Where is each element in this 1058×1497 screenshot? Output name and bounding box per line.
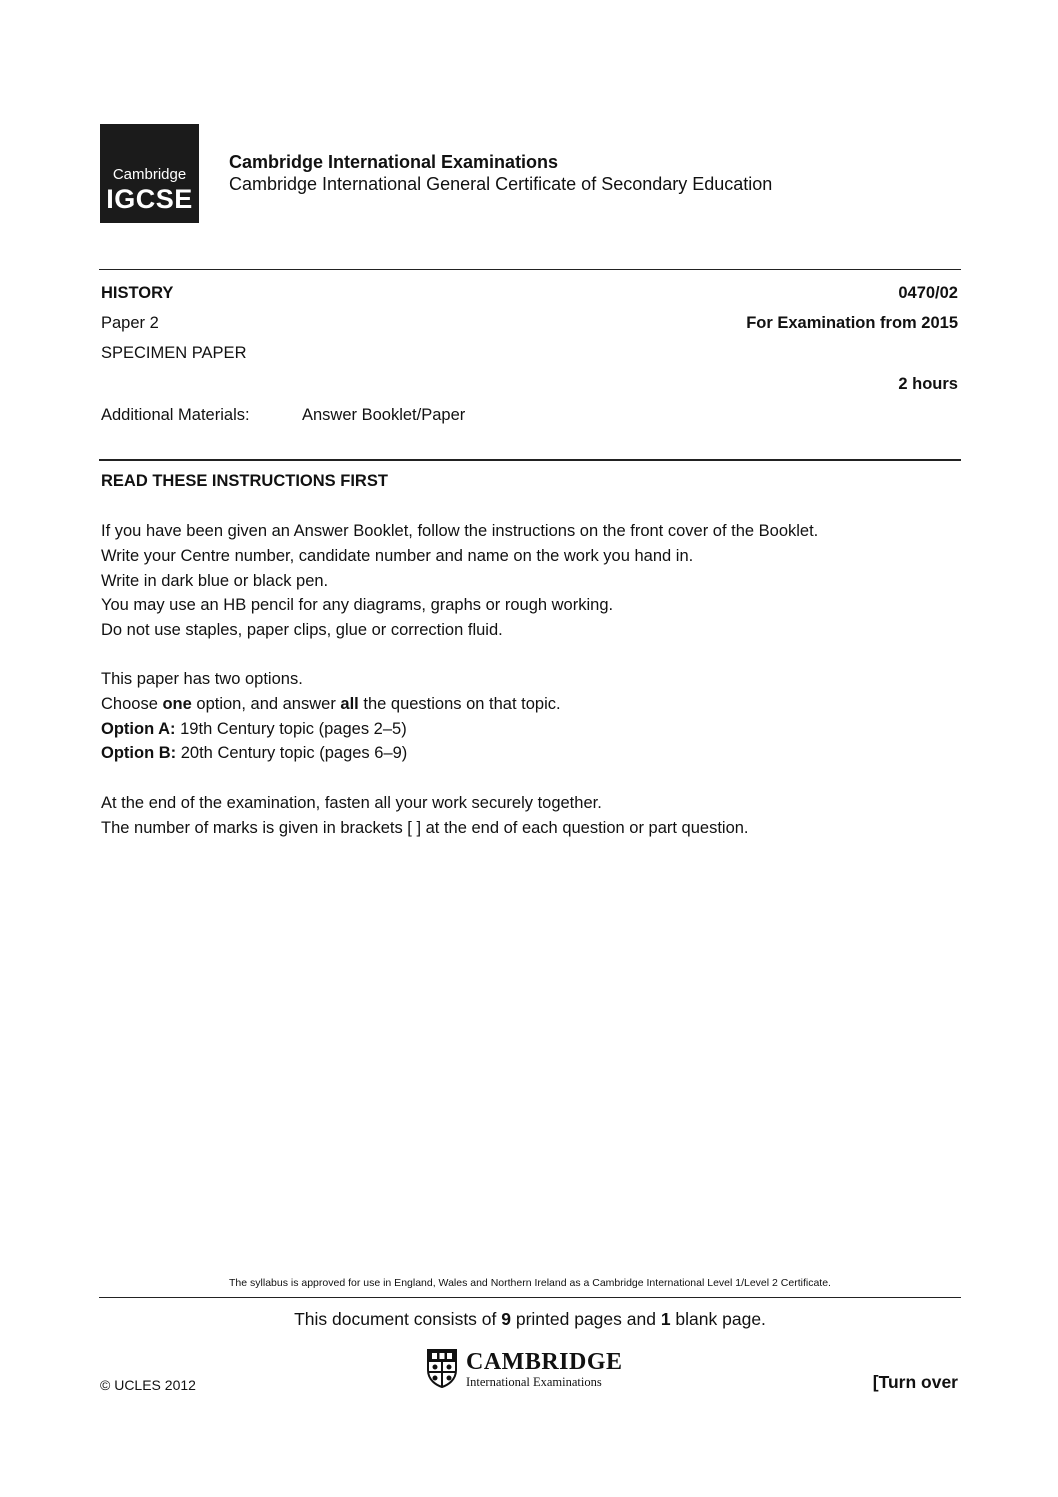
exam-from: For Examination from 2015 bbox=[746, 314, 958, 332]
syllabus-approval-note: The syllabus is approved for use in England, Wales and Northern Ireland as a Cambridge International Level 1/Level 2 Certificate. bbox=[229, 1277, 831, 1289]
instruction-line: The number of marks is given in brackets [ ] at the end of each question or part question. bbox=[101, 818, 749, 837]
instruction-line: At the end of the examination, fasten all your work securely together. bbox=[101, 794, 602, 812]
blank-pages-count: 1 bbox=[660, 1309, 671, 1329]
option-a-text: 19th Century topic (pages 2–5) bbox=[175, 719, 407, 738]
text-segment: printed pages and bbox=[510, 1309, 661, 1329]
instruction-line: Write in dark blue or black pen. bbox=[101, 571, 329, 590]
option-b bbox=[101, 741, 961, 766]
instructions-block-3 bbox=[101, 791, 961, 841]
option-b-text: 20th Century topic (pages 6–9) bbox=[176, 744, 408, 763]
options-choose bbox=[101, 692, 961, 717]
cambridge-crest-icon bbox=[426, 1348, 458, 1388]
paper-type: SPECIMEN PAPER bbox=[101, 344, 247, 362]
instructions-heading: READ THESE INSTRUCTIONS FIRST bbox=[101, 472, 388, 490]
instructions-block-2 bbox=[101, 667, 961, 766]
logo-line1: Cambridge bbox=[112, 166, 187, 183]
materials-value: Answer Booklet/Paper bbox=[302, 406, 466, 424]
cambridge-logo bbox=[426, 1348, 636, 1392]
logo-line2: IGCSE bbox=[106, 184, 193, 214]
cambridge-igcse-logo bbox=[100, 124, 199, 223]
page-count bbox=[99, 1309, 961, 1330]
instruction-line: If you have been given an Answer Booklet, follow the instructions on the front cover of the Booklet. bbox=[101, 522, 819, 540]
paper-number: Paper 2 bbox=[101, 314, 159, 332]
footer-divider bbox=[99, 1297, 961, 1298]
instruction-line: You may use an HB pencil for any diagrams, graphs or rough working. bbox=[101, 596, 614, 615]
cambridge-logo-subtext: International Examinations bbox=[466, 1375, 602, 1389]
qualification-name: Cambridge International General Certificate of Secondary Education bbox=[229, 174, 773, 194]
option-b-label: Option B: bbox=[101, 744, 177, 763]
turn-over: [Turn over bbox=[872, 1372, 958, 1392]
cambridge-logo-text: CAMBRIDGE bbox=[466, 1349, 623, 1375]
instructions-divider bbox=[99, 459, 961, 461]
paper-code: 0470/02 bbox=[898, 284, 958, 302]
instruction-line: Do not use staples, paper clips, glue or correction fluid. bbox=[101, 621, 503, 640]
instruction-line: Write your Centre number, candidate number and name on the work you hand in. bbox=[101, 546, 694, 565]
subject: HISTORY bbox=[101, 284, 174, 302]
copyright: © UCLES 2012 bbox=[100, 1377, 196, 1393]
emphasis-one: one bbox=[162, 694, 192, 713]
option-a bbox=[101, 717, 961, 742]
duration: 2 hours bbox=[898, 375, 958, 393]
text-segment: Choose bbox=[101, 694, 163, 713]
text-segment: the questions on that topic. bbox=[358, 694, 561, 713]
text-segment: This document consists of bbox=[294, 1309, 502, 1329]
instructions-block-1 bbox=[101, 519, 961, 643]
org-name: Cambridge International Examinations bbox=[229, 152, 559, 172]
top-divider bbox=[99, 269, 961, 270]
option-a-label: Option A: bbox=[101, 719, 176, 738]
materials-label: Additional Materials: bbox=[101, 406, 250, 424]
emphasis-all: all bbox=[340, 694, 359, 713]
text-segment: blank page. bbox=[670, 1309, 766, 1329]
text-segment: option, and answer bbox=[191, 694, 341, 713]
options-intro: This paper has two options. bbox=[101, 670, 303, 688]
printed-pages-count: 9 bbox=[501, 1309, 511, 1329]
